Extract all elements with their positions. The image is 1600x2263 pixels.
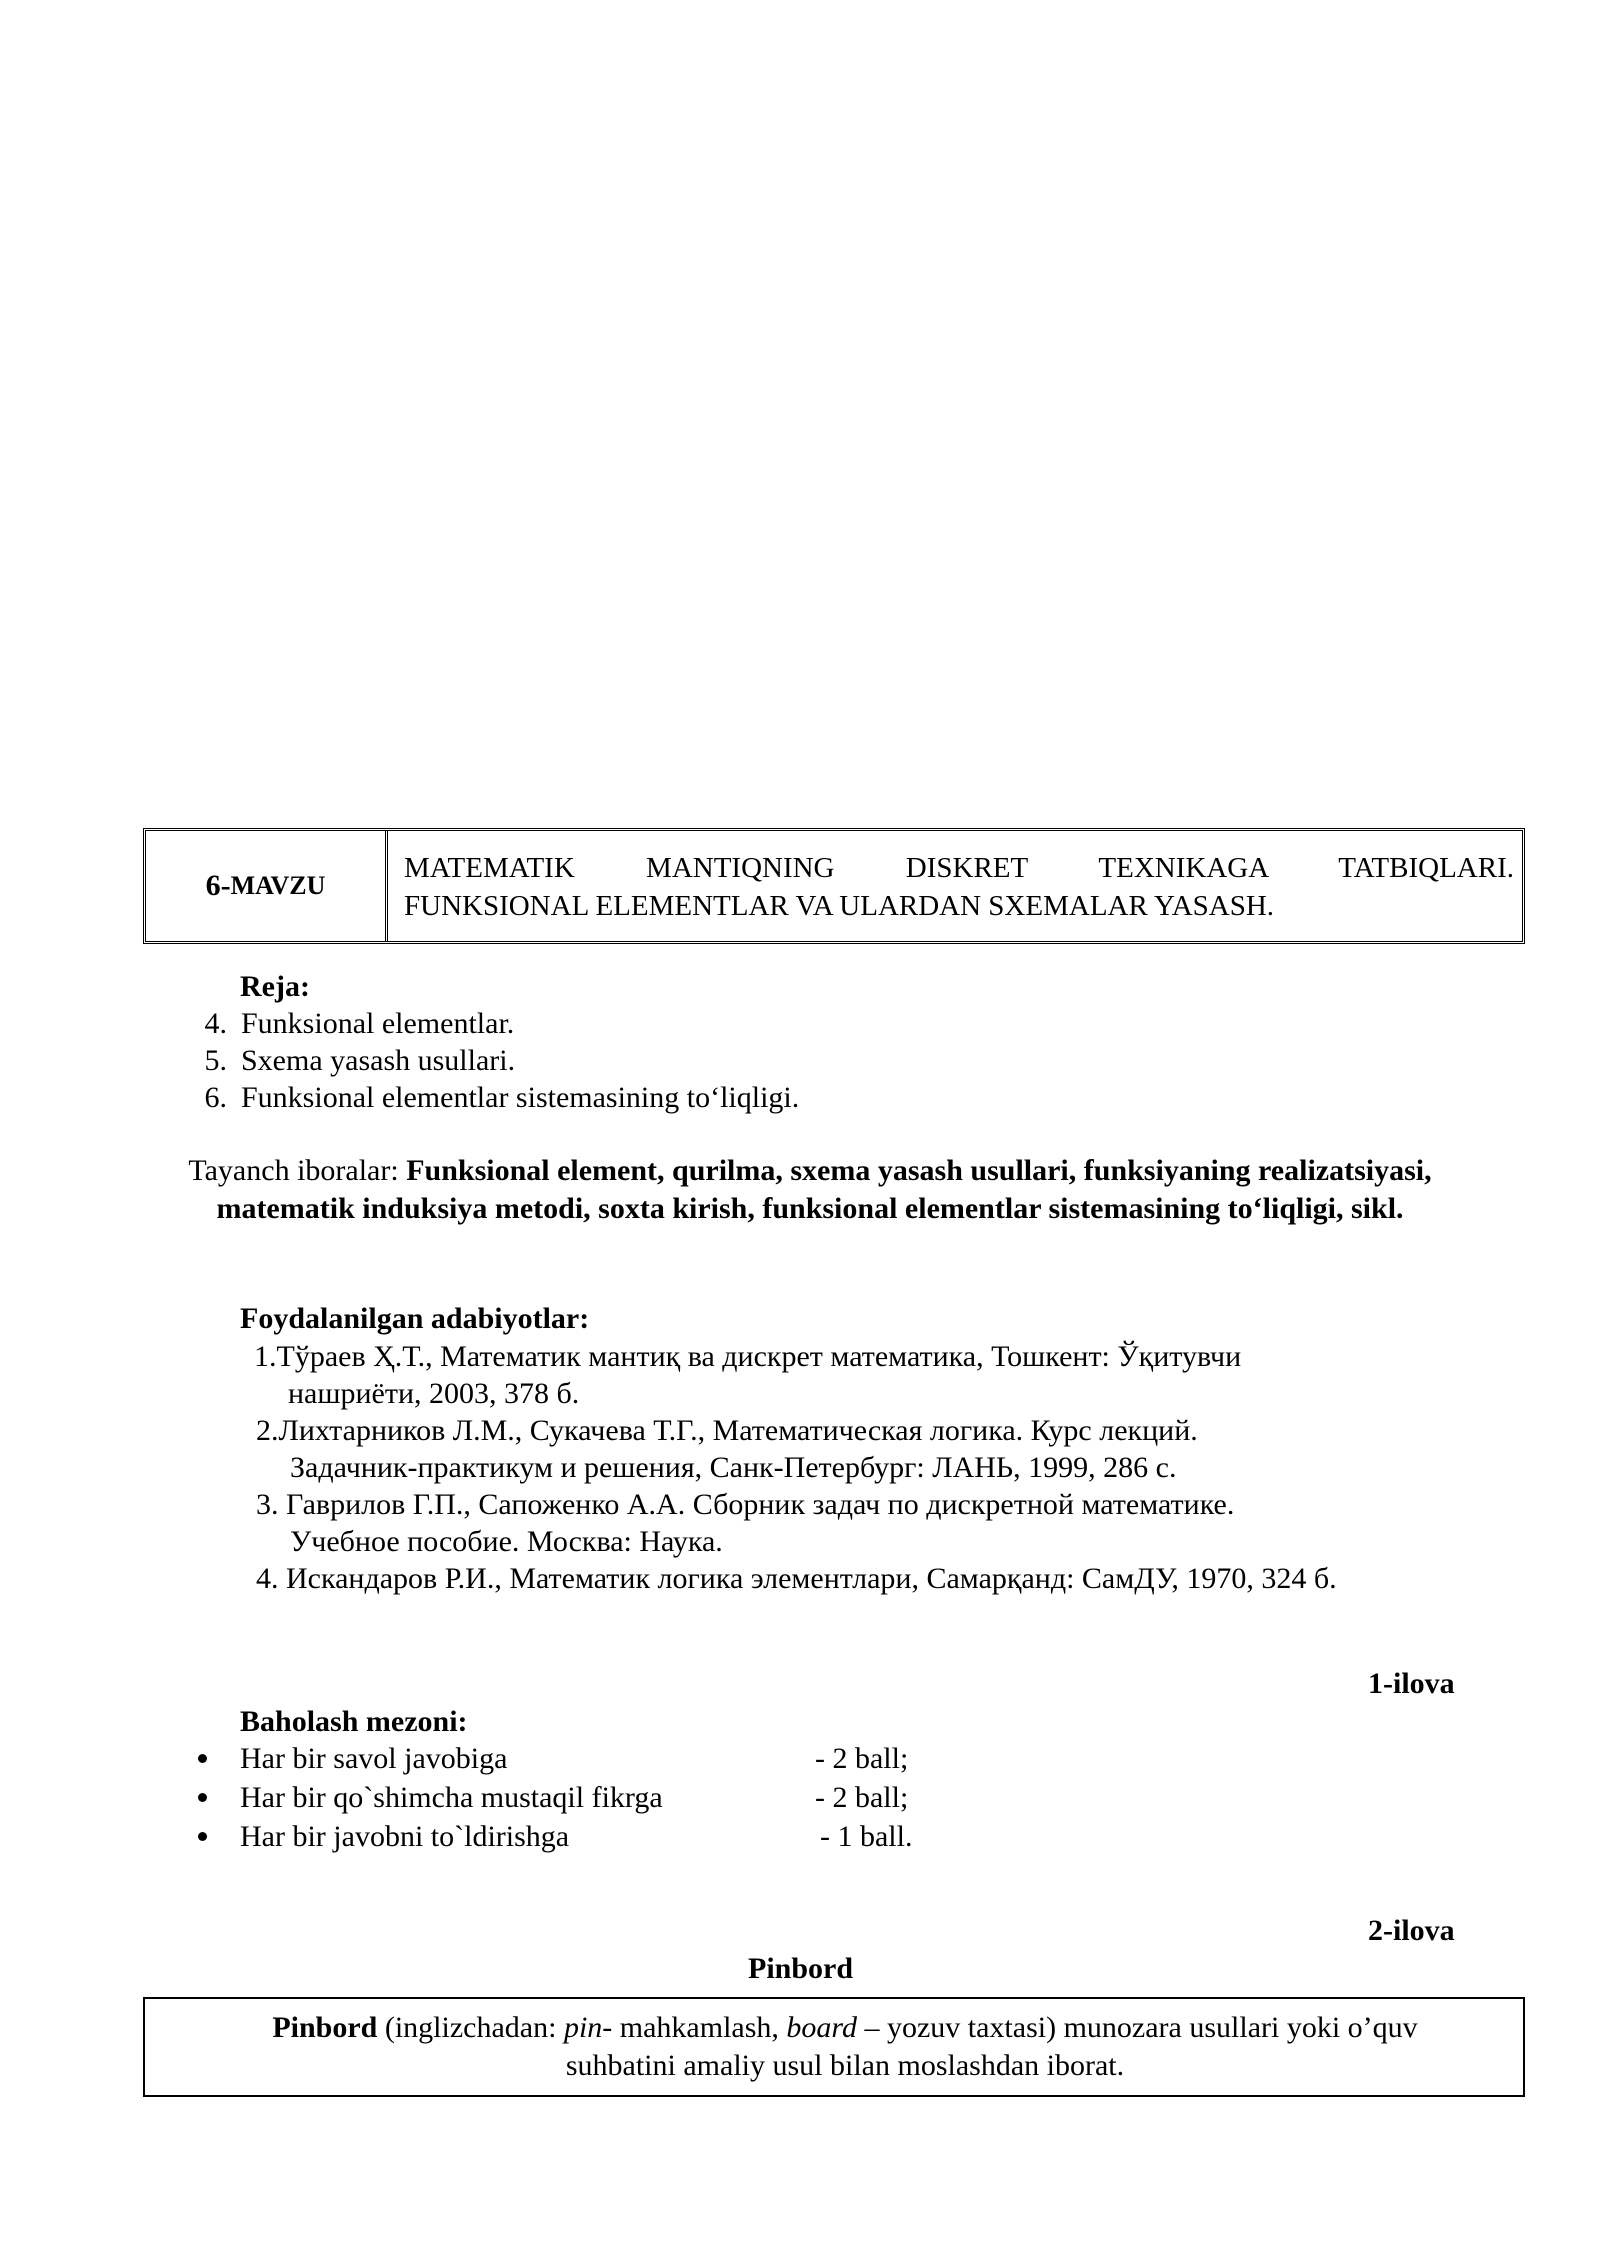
- criterion-text: Har bir qo`shimcha mustaqil fikrga: [240, 1781, 663, 1814]
- topic-title-line-1: MATEMATIK MANTIQNING DISKRET TEXNIKAGA TATBIQLARI.: [404, 852, 1514, 884]
- plan-item: 5. Sxema yasash usullari.: [204, 1044, 516, 1077]
- keywords-text: Funksional element, qurilma, sxema yasash usullari, funksiyaning realizatsiyasi, matematik induksiya metodi, soxta kirish, funksional elementlar sistemasining to‘liqligi, sikl.: [216, 1154, 1432, 1225]
- literature-item: 4. Искандаров Р.И., Математик логика элементлари, Самарқанд: СамДУ, 1970, 324 б.: [256, 1562, 1337, 1595]
- bullet-icon: [198, 1793, 207, 1802]
- topic-label: MAVZU: [230, 871, 326, 900]
- pinbord-definition-box: [143, 1997, 1525, 2097]
- plan-heading: Reja:: [240, 970, 310, 1003]
- plan-item: 4. Funksional elementlar.: [204, 1007, 515, 1040]
- topic-title: [404, 849, 1514, 925]
- topic-number: 6-: [205, 869, 231, 902]
- topic-header-table: [143, 828, 1525, 944]
- criterion-text: Har bir javobni to`ldirishga: [240, 1820, 570, 1853]
- topic-number-cell: [146, 831, 388, 941]
- literature-item: 1.Тўраев Ҳ.Т., Математик мантиқ ва дискрет математика, Тошкент: Ўқитувчи нашриёти, 2003, 378 б.: [254, 1340, 1242, 1410]
- criterion-score: - 1 ball.: [820, 1820, 913, 1853]
- keywords-paragraph: [160, 1152, 1460, 1228]
- assessment-heading: Baholash mezoni:: [240, 1705, 468, 1738]
- bullet-icon: [198, 1754, 207, 1763]
- appendix-2-label: 2-ilova: [1368, 1914, 1455, 1947]
- literature-item: 2.Лихтарников Л.М., Сукачева Т.Г., Математическая логика. Курс лекций. Задачник-практикум и решения, Санк-Петербург: ЛАНЬ, 1999, 286 с.: [256, 1414, 1198, 1484]
- plan-item: 6. Funksional elementlar sistemasining to‘liqligi.: [204, 1081, 800, 1114]
- appendix-1-label: 1-ilova: [1368, 1667, 1455, 1700]
- criterion-score: - 2 ball;: [815, 1781, 909, 1814]
- bullet-icon: [198, 1832, 207, 1841]
- criterion-score: - 2 ball;: [815, 1742, 909, 1775]
- keywords-label: Tayanch iboralar:: [188, 1154, 407, 1187]
- plan-list: [184, 1005, 799, 1116]
- pinbord-definition: Pinbord (inglizchadan: pin- mahkamlash, board – yozuv taxtasi) munozara usullari yoki o’quv suhbatini amaliy usul bilan moslashdan iborat.: [272, 2011, 1418, 2082]
- pinbord-heading: Pinbord: [748, 1952, 854, 1985]
- topic-title-line-2: FUNKSIONAL ELEMENTLAR VA ULARDAN SXEMALAR YASASH.: [404, 890, 1275, 922]
- literature-heading: Foydalanilgan adabiyotlar:: [240, 1302, 590, 1335]
- criterion-text: Har bir savol javobiga: [240, 1742, 508, 1775]
- literature-item: 3. Гаврилов Г.П., Сапоженко А.А. Сборник задач по дискретной математике. Учебное пособие. Москва: Наука.: [256, 1488, 1235, 1558]
